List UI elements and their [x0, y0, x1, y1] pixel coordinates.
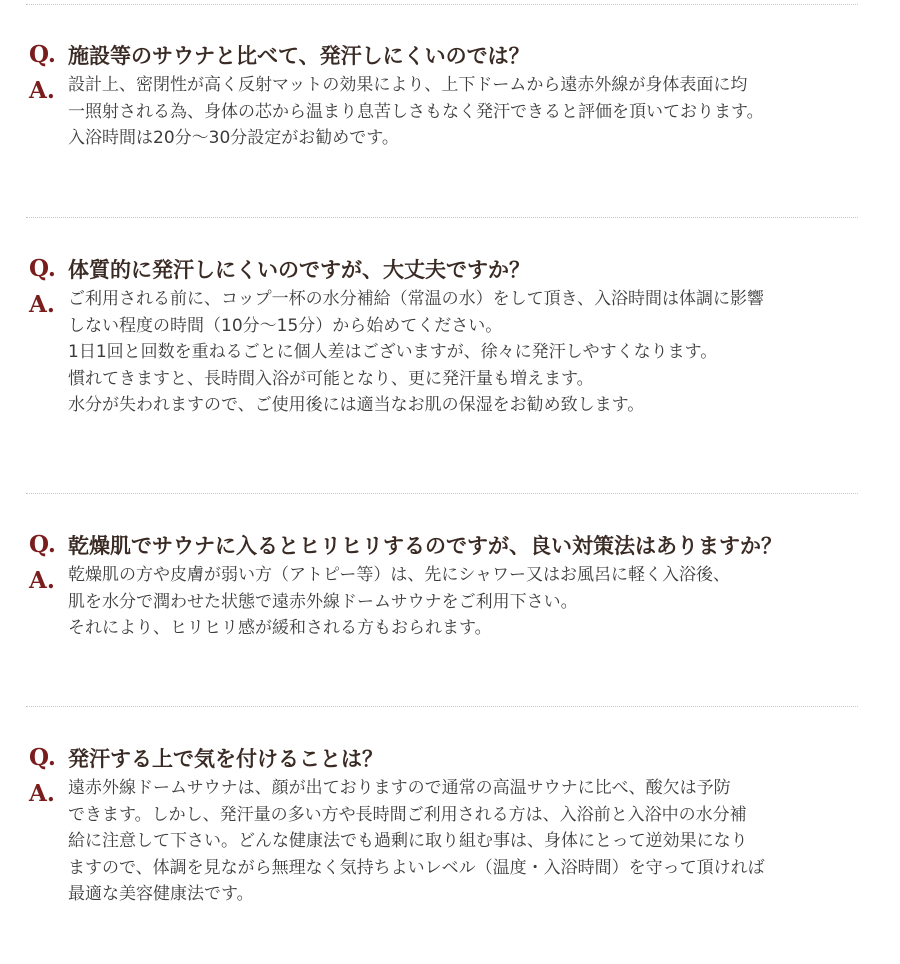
question-text: 乾燥肌でサウナに入るとヒリヒリするのですが、良い対策法はありますか？ [68, 533, 782, 558]
answer-line: 一照射される為、身体の芯から温まり息苦しさもなく発汗できると評価を頂いております。 [68, 101, 764, 122]
answer-line: 肌を水分で潤わせた状態で遠赤外線ドームサウナをご利用下さい。 [68, 591, 578, 612]
answer-mark: A. [29, 291, 55, 318]
answer-text [68, 779, 868, 912]
answer-line: 1日1回と回数を重ねるごとに個人差はございますが、徐々に発汗しやすくなります。 [68, 342, 718, 362]
question-mark: Q. [29, 744, 56, 771]
divider [26, 217, 858, 218]
answer-line: 設計上、密閉性が高く反射マットの効果により、上下ドームから遠赤外線が身体表面に均 [68, 75, 748, 95]
answer-text [68, 566, 868, 646]
answer-line: しない程度の時間（10分～15分）から始めてください。 [68, 315, 503, 336]
answer-line: 遠赤外線ドームサウナは、顔が出ておりますので通常の高温サウナに比べ、酸欠は予防 [68, 778, 731, 798]
question-text: 施設等のサウナと比べて、発汗しにくいのでは？ [68, 43, 530, 68]
answer-line: 水分が失われますので、ご使用後には適当なお肌の保湿をお勧め致します。 [68, 395, 645, 415]
question-mark: Q. [29, 255, 56, 282]
faq-item [0, 254, 900, 415]
question-text: 発汗する上で気を付けることは？ [68, 746, 383, 771]
divider [26, 4, 858, 5]
answer-line: 慣れてきますと、長時間入浴が可能となり、更に発汗量も増えます。 [68, 368, 594, 389]
question-text: 体質的に発汗しにくいのですが、大丈夫ですか？ [68, 257, 530, 282]
answer-mark: A. [29, 77, 55, 104]
answer-line: それにより、ヒリヒリ感が緩和される方もおられます。 [68, 618, 492, 638]
faq-item [0, 530, 900, 638]
divider [26, 493, 858, 494]
answer-line: 乾燥肌の方や皮膚が弱い方（アトピー等）は、先にシャワー又はお風呂に軽く入浴後、 [68, 565, 730, 585]
answer-line: 給に注意して下さい。どんな健康法でも過剰に取り組む事は、身体にとって逆効果になり [68, 831, 748, 851]
faq-item [0, 743, 900, 904]
question-mark: Q. [29, 41, 56, 68]
answer-line: ますので、体調を見ながら無理なく気持ちよいレベル（温度・入浴時間）を守って頂ければ [68, 857, 765, 878]
faq-item [0, 40, 900, 148]
answer-line: 入浴時間は20分～30分設定がお勧めです。 [68, 128, 399, 148]
answer-line: できます。しかし、発汗量の多い方や長時間ご利用される方は、入浴前と入浴中の水分補 [68, 804, 747, 825]
answer-line: 最適な美容健康法です。 [68, 884, 254, 904]
answer-text [68, 290, 868, 423]
answer-mark: A. [29, 567, 55, 594]
question-mark: Q. [29, 531, 56, 558]
answer-text [68, 76, 868, 156]
answer-line: ご利用される前に、コップ一杯の水分補給（常温の水）をして頂き、入浴時間は体調に影響 [68, 289, 764, 309]
divider [26, 706, 858, 707]
answer-mark: A. [29, 780, 55, 807]
